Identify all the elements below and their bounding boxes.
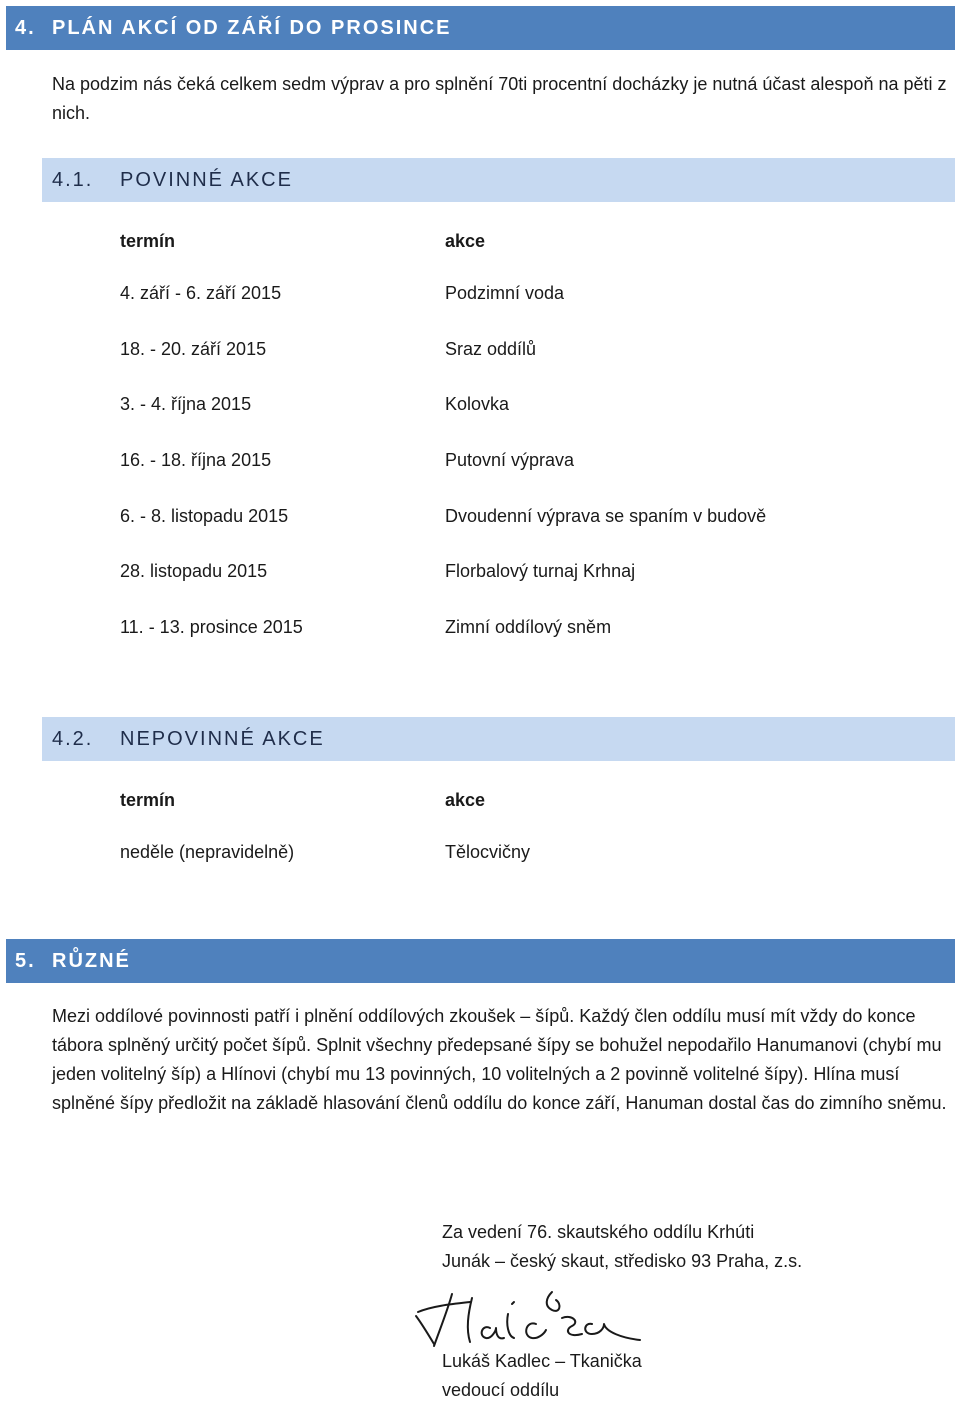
event-date: 11. - 13. prosince 2015 bbox=[120, 617, 303, 637]
signatory-role: vedoucí oddílu bbox=[442, 1380, 560, 1400]
section-4-title: PLÁN AKCÍ OD ZÁŘÍ DO PROSINCE bbox=[52, 17, 452, 39]
sign-off-line-1: Za vedení 76. skautského oddílu Krhúti bbox=[442, 1222, 755, 1242]
section-4-2-title: NEPOVINNÉ AKCE bbox=[120, 728, 325, 750]
event-date: 28. listopadu 2015 bbox=[120, 561, 268, 581]
event-date: 3. - 4. října 2015 bbox=[120, 394, 252, 414]
event-date: 4. září - 6. září 2015 bbox=[120, 283, 282, 303]
column-header-event: akce bbox=[445, 231, 486, 251]
sign-off-block bbox=[442, 1218, 802, 1276]
signatory-name: Lukáš Kadlec – Tkanička bbox=[442, 1351, 642, 1371]
section-4-2-number: 4.2. bbox=[52, 728, 94, 750]
column-header-event: akce bbox=[445, 790, 486, 810]
event-name: Kolovka bbox=[445, 394, 510, 414]
column-header-date: termín bbox=[120, 790, 176, 810]
table-row bbox=[0, 391, 960, 417]
event-name: Podzimní voda bbox=[445, 283, 565, 303]
section-5-text: Mezi oddílové povinnosti patří i plnění oddílových zkoušek – šípů. Každý člen oddílu musí mít vždy do konce tábora splněný určitý počet šípů. Splnit všechny předepsané šípy se bohužel nepodařilo Hanumanovi (chybí mu jeden volitelný šíp) a Hlínovi (chybí mu 13 povinných, 10 volitelných a 2 povinně volitelné šípy). Hlína musí splněné šípy předložit na základě hlasování členů oddílu do konce září, Hanuman dostal čas do zimního sněmu. bbox=[52, 1006, 947, 1113]
event-name: Florbalový turnaj Krhnaj bbox=[445, 561, 636, 581]
section-4-intro: Na podzim nás čeká celkem sedm výprav a pro splnění 70ti procentní docházky je nutná účast alespoň na pěti z nich. bbox=[52, 74, 947, 123]
event-date: 6. - 8. listopadu 2015 bbox=[120, 506, 289, 526]
event-name: Sraz oddílů bbox=[445, 339, 537, 359]
section-4-header bbox=[6, 6, 955, 50]
event-date: 16. - 18. října 2015 bbox=[120, 450, 272, 470]
event-name: Putovní výprava bbox=[445, 450, 575, 470]
event-date: neděle (nepravidelně) bbox=[120, 842, 295, 862]
table-header-row bbox=[0, 787, 960, 813]
section-4-2-header bbox=[42, 717, 955, 761]
section-4-number: 4. bbox=[15, 17, 36, 39]
handwritten-signature bbox=[412, 1284, 652, 1354]
event-date: 18. - 20. září 2015 bbox=[120, 339, 267, 359]
table-row bbox=[0, 558, 960, 584]
event-name: Dvoudenní výprava se spaním v budově bbox=[445, 506, 767, 526]
section-4-1-title: POVINNÉ AKCE bbox=[120, 169, 293, 191]
sign-off-line-2: Junák – český skaut, středisko 93 Praha, z.s. bbox=[442, 1251, 803, 1271]
table-header-row bbox=[0, 228, 960, 254]
event-name: Tělocvičny bbox=[445, 842, 531, 862]
column-header-date: termín bbox=[120, 231, 176, 251]
section-4-1-header bbox=[42, 158, 955, 202]
table-row bbox=[0, 336, 960, 362]
section-4-1-number: 4.1. bbox=[52, 169, 94, 191]
table-row bbox=[0, 447, 960, 473]
table-row bbox=[0, 280, 960, 306]
event-name: Zimní oddílový sněm bbox=[445, 617, 612, 637]
table-row bbox=[0, 839, 960, 865]
section-5-header bbox=[6, 939, 955, 983]
signatory-block bbox=[442, 1347, 642, 1405]
table-row bbox=[0, 503, 960, 529]
section-5-number: 5. bbox=[15, 950, 36, 972]
section-5-title: RŮZNÉ bbox=[52, 950, 131, 972]
table-row bbox=[0, 614, 960, 640]
